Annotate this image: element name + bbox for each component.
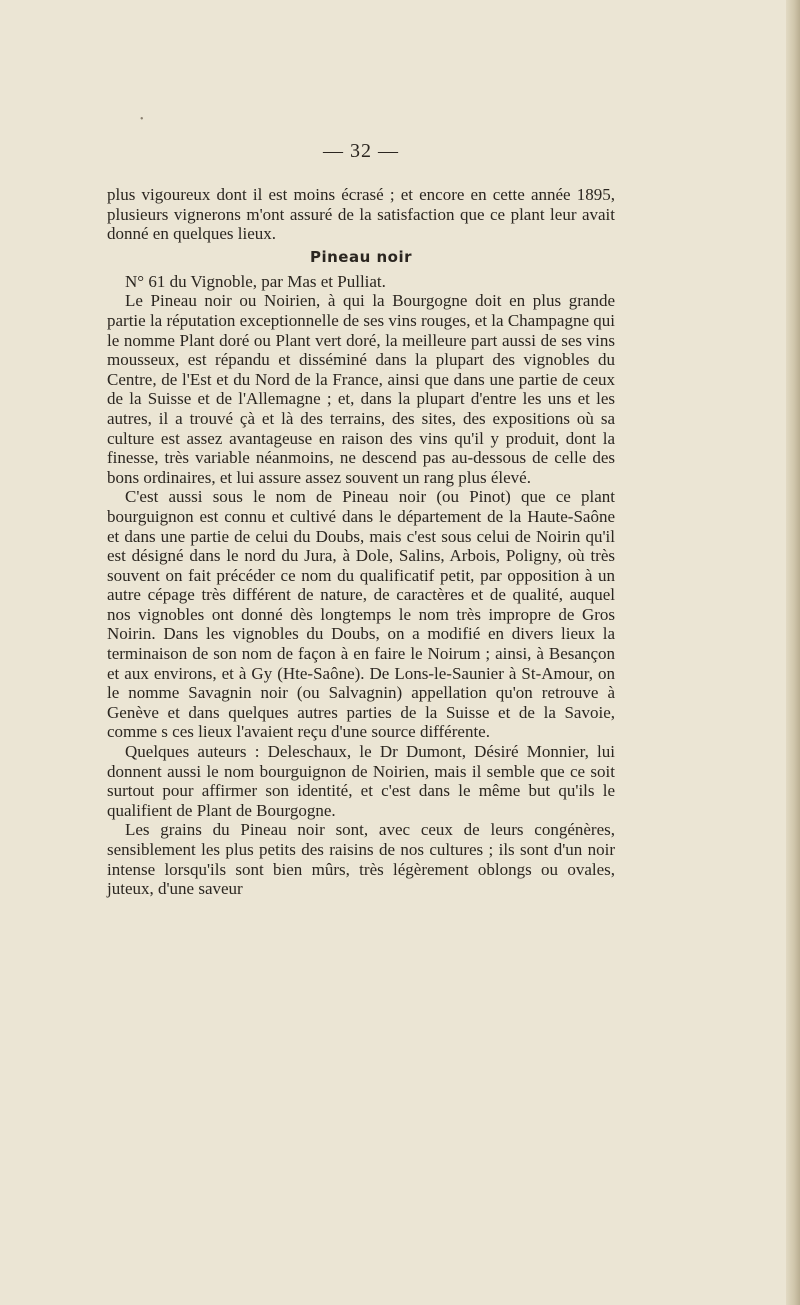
stray-ink-mark: • [140,114,144,125]
document-page [107,140,615,899]
page-number: — 32 — [323,140,399,162]
paragraph-body: Les grains du Pineau noir sont, avec ceux de leurs congénères, sensiblement les plus petits des raisins de nos cultures ; ils sont d'un noir intense lorsqu'ils sont bien mûrs, très légèrement oblongs ou ovales, juteux, d'une saveur [107,820,615,899]
paragraph-body: Le Pineau noir ou Noirien, à qui la Bourgogne doit en plus grande partie la réputation exceptionnelle de ses vins rouges, et la Champagne qui le nomme Plant doré ou Plant vert doré, la meilleure part aussi de ses vins mousseux, est répandu et disséminé dans la plupart des vignobles du Centre, de l'Est et du Nord de la France, ainsi que dans une partie de ceux de la Suisse et de l'Allemagne ; et, dans la plupart d'entre les uns et les autres, il a trouvé çà et là des terrains, des sites, des expositions où sa culture est assez avantageuse en raison des vins qu'il y produit, dont la finesse, très variable néanmoins, ne descend pas au-dessous de celle des bons ordinaires, et lui assure assez souvent un rang plus élevé. [107,291,615,487]
paragraph-body: C'est aussi sous le nom de Pineau noir (ou Pinot) que ce plant bourguignon est connu et cultivé dans le département de la Haute-Saône et dans une partie de celui du Doubs, mais c'est sous celui de Noirin qu'il est désigné dans le nord du Jura, à Dole, Salins, Arbois, Poligny, où très souvent on fait précéder ce nom du qualificatif petit, par opposition à un autre cépage très différent de nature, de caractères et de qualité, auquel nos vignobles ont donné dès longtemps le nom très impropre de Gros Noirin. Dans les vignobles du Doubs, on a modifié en divers lieux la terminaison de son nom de façon à en faire le Noirum ; ainsi, à Besançon et aux environs, et à Gy (Hte-Saône). De Lons-le-Saunier à St-Amour, on le nomme Savagnin noir (ou Salvagnin) appellation qu'on retrouve à Genève et dans quelques autres parties de la Suisse et de la Savoie, comme s ces lieux l'avaient reçu d'une source différente. [107,487,615,742]
paragraph-continuation: plus vigoureux dont il est moins écrasé ; et encore en cette année 1895, plusieurs vignerons m'ont assuré de la satisfaction que ce plant leur avait donné en quelques lieux. [107,185,615,244]
paragraph-body: Quelques auteurs : Deleschaux, le Dr Dumont, Désiré Monnier, lui donnent aussi le nom bourguignon de Noirien, mais il semble que ce soit surtout pour affirmer son identité, et c'est dans le même but qu'ils le qualifient de Plant de Bourgogne. [107,742,615,820]
page-edge [786,0,800,1305]
paragraph-reference: N° 61 du Vignoble, par Mas et Pulliat. [125,271,386,291]
section-title: Pineau noir [309,247,413,266]
